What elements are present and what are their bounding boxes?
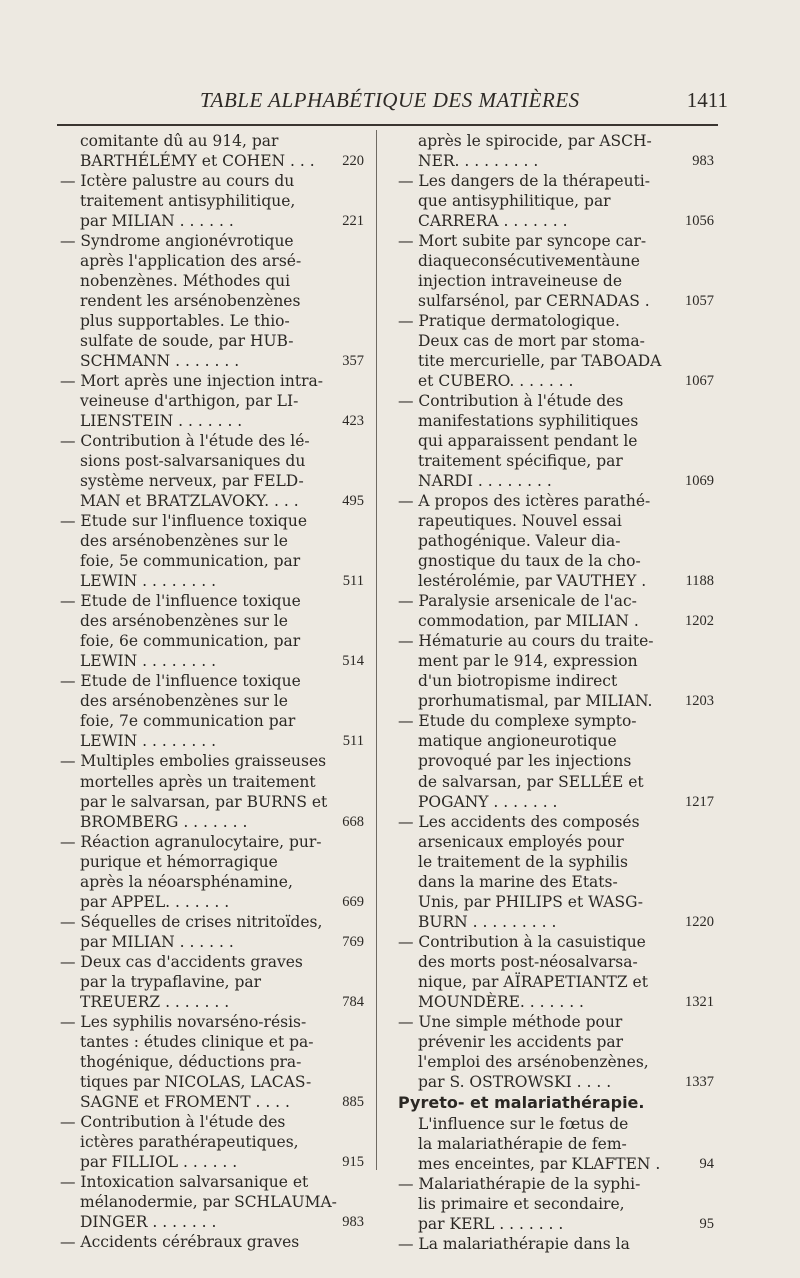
entry-line: par S. OSTROWSKI . . . . [418, 1072, 612, 1091]
entry-line: et CUBERO. . . . . . . [418, 372, 574, 391]
entry-line: sions post-salvarsaniques du [80, 452, 306, 471]
entry-line: sulfate de soude, par HUB- [80, 332, 294, 351]
entry-line: thogénique, déductions pra- [80, 1052, 302, 1071]
entry-line: le traitement de la syphilis [418, 852, 628, 871]
entry-line: — Une simple méthode pour [398, 1012, 623, 1031]
entry-line: — Etude de l'influence toxique [60, 672, 301, 691]
index-entry [60, 371, 362, 431]
entry-line: — Contribution à la casuistique [398, 932, 646, 951]
page-reference: 423 [342, 413, 364, 430]
entry-line: des arsénobenzènes sur le [80, 532, 288, 551]
entry-line: — Mort subite par syncope car- [398, 232, 647, 251]
entry-line: rapeutiques. Nouvel essai [418, 512, 622, 531]
entry-line: BROMBERG . . . . . . . [80, 812, 248, 831]
entry-line: — Contribution à l'étude des lé- [60, 432, 310, 451]
page-reference: 1069 [685, 473, 714, 490]
entry-line: par MILIAN . . . . . . [80, 212, 234, 231]
index-entry [60, 1232, 362, 1252]
entry-line: — Séquelles de crises nitritoïdes, [60, 912, 323, 931]
section-heading: Pyreto- et malariathérapie. [398, 1092, 645, 1112]
entry-line: LEWIN . . . . . . . . [80, 572, 217, 591]
page-reference: 1067 [685, 373, 714, 390]
entry-line: — Hématurie au cours du traite- [398, 632, 654, 651]
entry-line: — Malariathérapie de la syphi- [398, 1174, 641, 1193]
entry-line: lis primaire et secondaire, [418, 1194, 625, 1213]
entry-line: MAN et BRATZLAVOKY. . . . [80, 492, 299, 511]
page-reference: 915 [342, 1153, 364, 1170]
entry-line: — Pratique dermatologique. [398, 312, 620, 331]
entry-line: gnostique du taux de la cho- [418, 552, 641, 571]
entry-line: prorhumatismal, par MILIAN. [418, 692, 653, 711]
entry-line: qui apparaissent pendant le [418, 432, 638, 451]
entry-line: des arsénobenzènes sur le [80, 692, 288, 711]
entry-line: rendent les arsénobenzènes [80, 292, 301, 311]
entry-line: — Les syphilis novarséno-résis- [60, 1012, 307, 1031]
entry-line: traitement spécifique, par [418, 452, 623, 471]
entry-line: par le salvarsan, par BURNS et [80, 792, 328, 811]
entry-line: foie, 7e communication par [80, 712, 296, 731]
entry-line: NER. . . . . . . . . [418, 152, 539, 171]
entry-line: — Accidents cérébraux graves [60, 1232, 300, 1251]
entry-line: — La malariathérapie dans la [398, 1234, 630, 1253]
entry-line: système nerveux, par FELD- [80, 472, 304, 491]
entry-line: foie, 6e communication, par [80, 632, 301, 651]
entry-line: LEWIN . . . . . . . . [80, 732, 217, 751]
entry-line: mortelles après un traitement [80, 772, 316, 791]
page-reference: 357 [342, 353, 364, 370]
entry-line: DINGER . . . . . . . [80, 1212, 217, 1231]
page-reference: 221 [342, 213, 364, 230]
entry-line: des morts post-néosalvarsa- [418, 952, 638, 971]
entry-line: foie, 5e communication, par [80, 552, 301, 571]
index-entry [60, 591, 362, 671]
entry-line: mes enceintes, par KLAFTEN . [418, 1154, 661, 1173]
entry-line: pathogénique. Valeur dia- [418, 532, 621, 551]
index-entry [60, 912, 362, 952]
page-reference: 1321 [685, 993, 714, 1010]
page-reference: 1188 [685, 573, 714, 590]
entry-line: LIENSTEIN . . . . . . . [80, 412, 243, 431]
page-reference: 94 [699, 1155, 714, 1172]
entry-line: mélanodermie, par SCHLAUMA- [80, 1192, 337, 1211]
entry-line: — Etude sur l'influence toxique [60, 512, 308, 531]
right-column [398, 131, 714, 1254]
entry-line: tantes : études clinique et pa- [80, 1032, 314, 1051]
entry-line: — Paralysie arsenicale de l'ac- [398, 592, 637, 611]
entry-line: — Ictère palustre au cours du [60, 172, 295, 191]
entry-line: BARTHÉLÉMY et COHEN . . . [80, 152, 315, 171]
entry-line: — Mort après une injection intra- [60, 372, 323, 391]
entry-line: diaqueconsécutiveмentàune [418, 252, 640, 271]
index-entry [398, 591, 714, 631]
page-reference: 514 [342, 653, 364, 670]
entry-line: — Syndrome angionévrotique [60, 232, 294, 251]
entry-line: sulfarsénol, par CERNADAS . [418, 292, 650, 311]
page-reference: 1220 [685, 913, 714, 930]
page-reference: 668 [342, 813, 364, 830]
entry-line: Deux cas de mort par stoma- [418, 332, 645, 351]
page-reference: 495 [342, 493, 364, 510]
index-entry [398, 171, 714, 231]
entry-line: par APPEL. . . . . . . [80, 892, 230, 911]
entry-line: MOUNDÈRE. . . . . . . [418, 992, 584, 1011]
page-header [60, 88, 728, 120]
entry-line: purique et hémorragique [80, 852, 278, 871]
index-entry [398, 932, 714, 1012]
index-entry [60, 131, 362, 171]
entry-line: — Contribution à l'étude des [60, 1112, 286, 1131]
page-number: 1411 [686, 88, 728, 112]
entry-line: injection intraveineuse de [418, 272, 623, 291]
index-entry [398, 231, 714, 311]
page-reference: 1203 [685, 693, 714, 710]
page-reference: 1217 [685, 793, 714, 810]
entry-line: tite mercurielle, par TABOADA [418, 352, 662, 371]
entry-line: — Etude du complexe sympto- [398, 712, 637, 731]
page-reference: 983 [342, 1213, 364, 1230]
entry-line: après la néoarsphénamine, [80, 872, 293, 891]
entry-line: SAGNE et FROMENT . . . . [80, 1092, 290, 1111]
entry-line: la malariathérapie de fem- [418, 1134, 627, 1153]
entry-line: LEWIN . . . . . . . . [80, 652, 217, 671]
entry-line: CARRERA . . . . . . . [418, 212, 568, 231]
entry-line: manifestations syphilitiques [418, 412, 639, 431]
entry-line: comitante dû au 914, par [80, 132, 279, 150]
index-entry [60, 751, 362, 831]
entry-line: veineuse d'arthigon, par LI- [80, 392, 299, 411]
entry-line: des arsénobenzènes sur le [80, 612, 288, 631]
entry-line: arsenicaux employés pour [418, 832, 624, 851]
index-entry [398, 711, 714, 811]
index-entry [398, 491, 714, 591]
entry-line: NARDI . . . . . . . . [418, 472, 552, 491]
index-entry [60, 1012, 362, 1112]
entry-line: — A propos des ictères parathé- [398, 492, 651, 511]
index-entry [398, 1174, 714, 1234]
entry-line: — Réaction agranulocytaire, pur- [60, 832, 322, 851]
index-entry [398, 812, 714, 932]
entry-line: par FILLIOL . . . . . . [80, 1152, 238, 1171]
entry-line: de salvarsan, par SELLÉE et [418, 772, 644, 791]
index-entry [60, 511, 362, 591]
entry-line: plus supportables. Le thio- [80, 312, 290, 331]
index-entry [398, 311, 714, 391]
left-column [60, 131, 362, 1252]
index-entry [398, 1234, 710, 1254]
index-entry [398, 631, 714, 711]
page-reference: 511 [342, 573, 364, 590]
index-entry [398, 131, 714, 171]
entry-line: nobenzènes. Méthodes qui [80, 272, 291, 291]
running-title: TABLE ALPHABÉTIQUE DES MATIÈRES [200, 88, 580, 112]
page-reference: 1057 [685, 293, 714, 310]
entry-line: lestérolémie, par VAUTHEY . [418, 572, 647, 591]
entry-line: par la trypaflavine, par [80, 972, 262, 991]
page-reference: 769 [342, 933, 364, 950]
entry-line: matique angioneurotique [418, 732, 617, 751]
entry-line: — Les dangers de la thérapeuti- [398, 172, 650, 191]
entry-line: — Contribution à l'étude des [398, 392, 624, 411]
entry-line: SCHMANN . . . . . . . [80, 352, 240, 371]
entry-line: par KERL . . . . . . . [418, 1214, 564, 1233]
entry-line: Unis, par PHILIPS et WASG- [418, 892, 643, 911]
entry-line: POGANY . . . . . . . [418, 792, 558, 811]
entry-line: dans la marine des Etats- [418, 872, 618, 891]
entry-line: tiques par NICOLAS, LACAS- [80, 1072, 312, 1091]
index-entry [60, 231, 362, 371]
entry-line: — Deux cas d'accidents graves [60, 952, 303, 971]
entry-line: TREUERZ . . . . . . . [80, 992, 230, 1011]
entry-line: par MILIAN . . . . . . [80, 932, 234, 951]
page-reference: 1337 [685, 1073, 714, 1090]
entry-line: l'emploi des arsénobenzènes, [418, 1052, 649, 1071]
index-entry [60, 171, 362, 231]
entry-line: après l'application des arsé- [80, 252, 302, 271]
entry-line: après le spirocide, par ASCH- [418, 132, 652, 150]
header-rule [57, 124, 718, 126]
entry-line: ictères parathérapeutiques, [80, 1132, 299, 1151]
entry-line: — Les accidents des composés [398, 812, 640, 831]
page-reference: 669 [342, 893, 364, 910]
entry-line: ment par le 914, expression [418, 652, 638, 671]
entry-line: que antisyphilitique, par [418, 192, 611, 211]
entry-line: provoqué par les injections [418, 752, 632, 771]
entry-line: — Etude de l'influence toxique [60, 592, 301, 611]
page-reference: 784 [342, 993, 364, 1010]
index-entry [398, 1092, 714, 1174]
index-entry [60, 832, 362, 912]
entry-line: — Intoxication salvarsanique et [60, 1172, 309, 1191]
index-entry [60, 1112, 362, 1172]
entry-line: commodation, par MILIAN . [418, 612, 639, 631]
entry-line: nique, par AÏRAPETIANTZ et [418, 972, 648, 991]
index-entry [398, 1012, 714, 1092]
page-reference: 1056 [685, 213, 714, 230]
entry-line: — Multiples embolies graisseuses [60, 752, 327, 771]
page-reference: 220 [342, 153, 364, 170]
entry-line: d'un biotropisme indirect [418, 672, 618, 691]
page-reference: 511 [342, 733, 364, 750]
index-entry [60, 1172, 362, 1232]
entry-line: prévenir les accidents par [418, 1032, 624, 1051]
page-reference: 1202 [685, 613, 714, 630]
entry-line: L'influence sur le fœtus de [418, 1114, 629, 1133]
index-entry [60, 952, 362, 1012]
column-divider [376, 130, 377, 1170]
index-entry [60, 431, 362, 511]
index-entry [60, 671, 362, 751]
page-reference: 983 [692, 153, 714, 170]
page-reference: 885 [342, 1093, 364, 1110]
index-entry [398, 391, 714, 491]
page-reference: 95 [699, 1215, 714, 1232]
entry-line: traitement antisyphilitique, [80, 192, 296, 211]
entry-line: BURN . . . . . . . . . [418, 912, 557, 931]
